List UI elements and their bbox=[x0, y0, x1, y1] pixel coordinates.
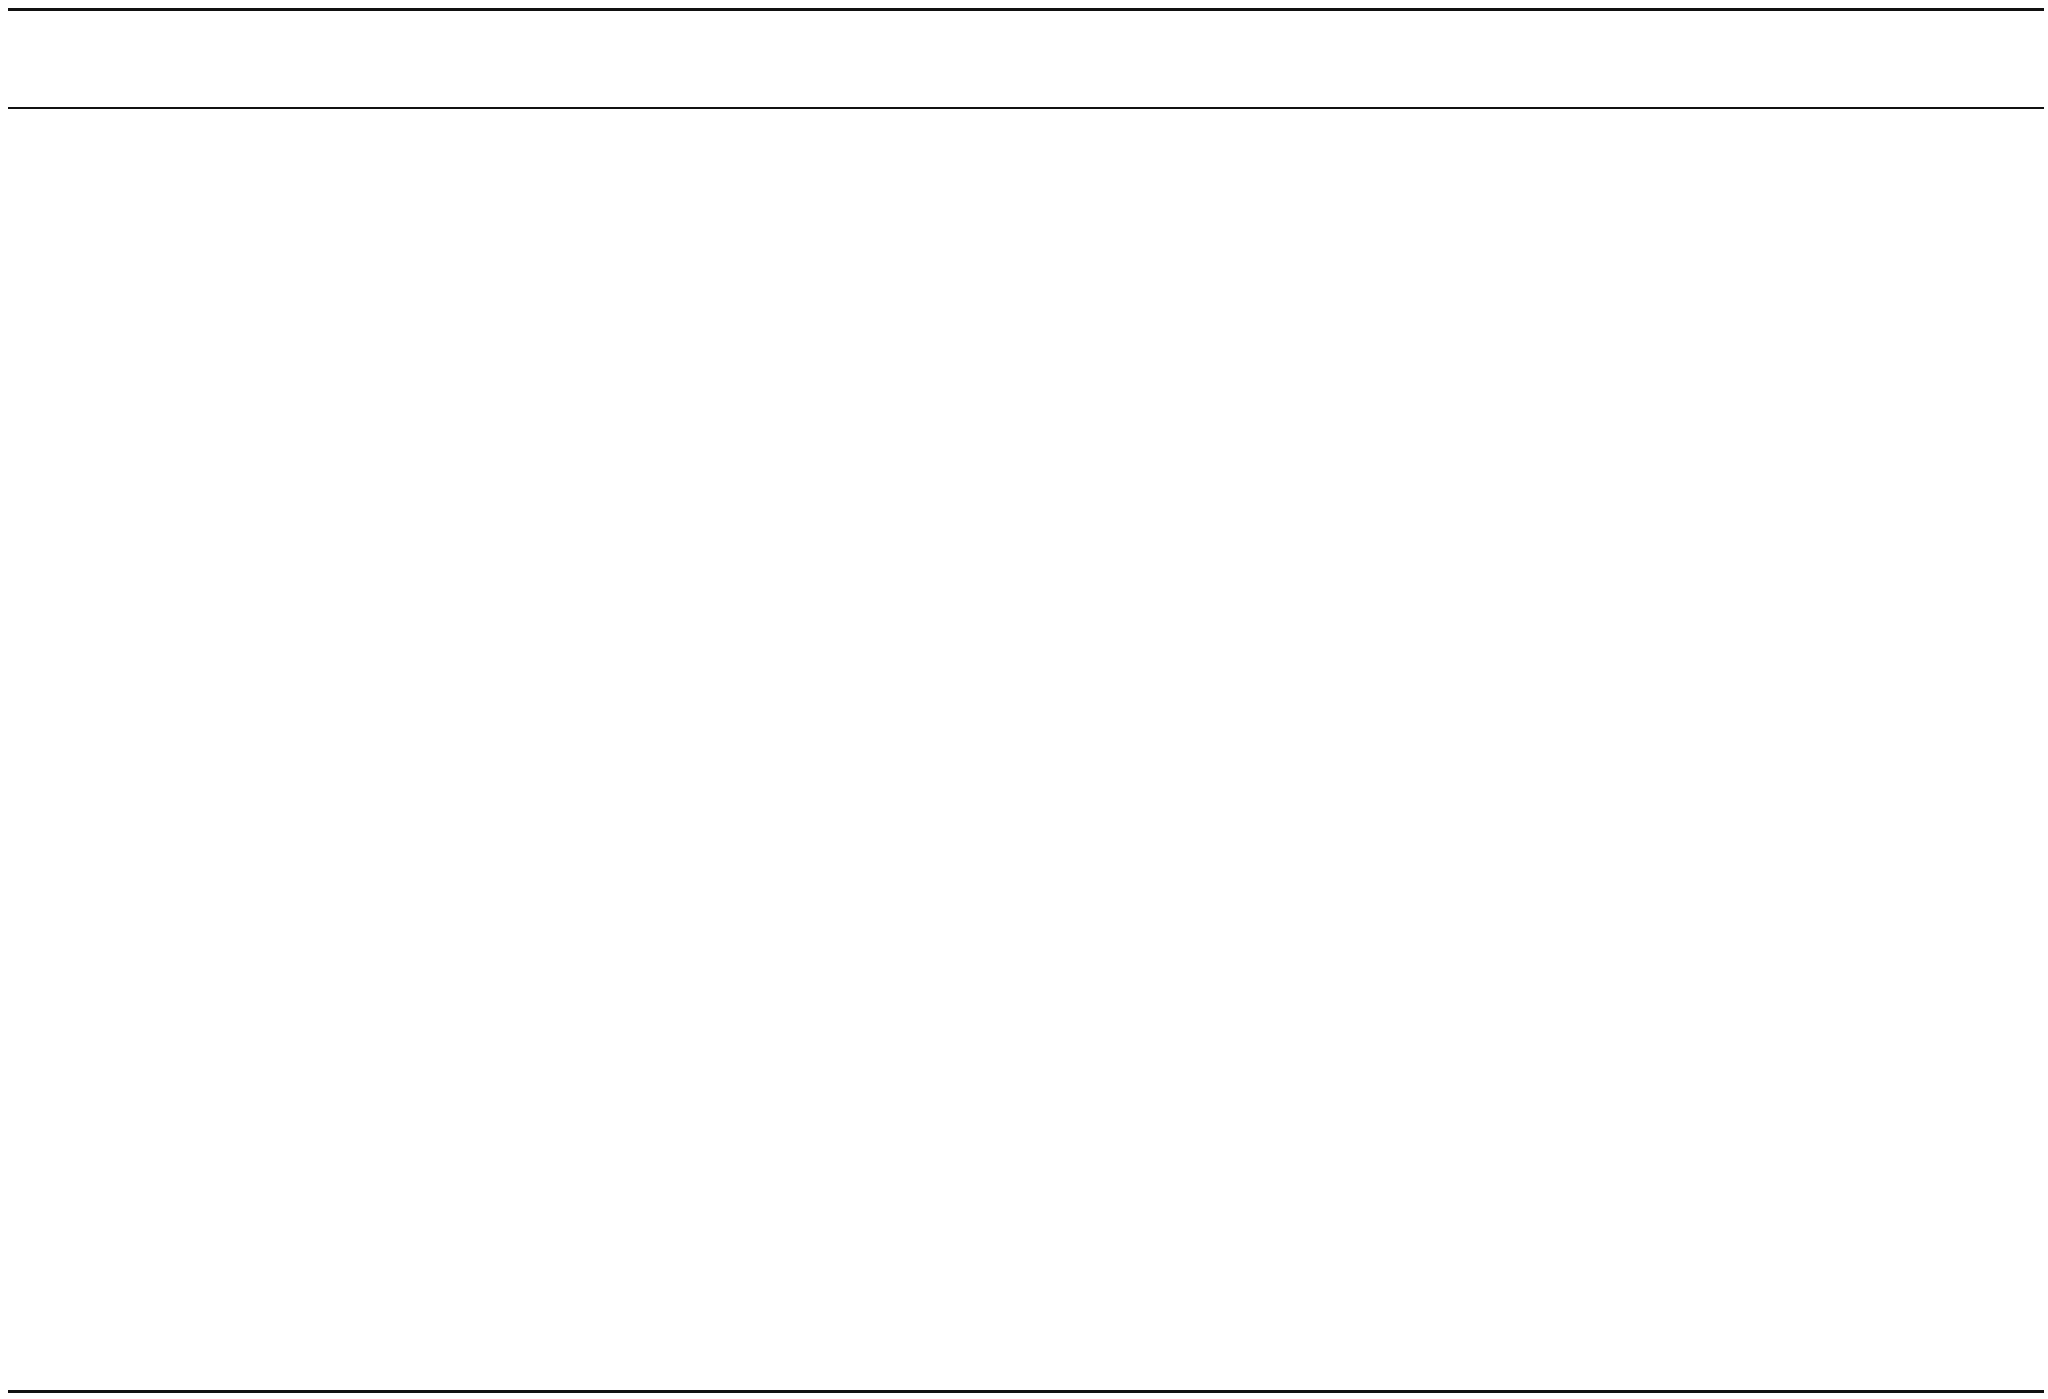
top-rule bbox=[8, 8, 2044, 11]
header-rule bbox=[8, 107, 2044, 109]
bottom-rule bbox=[8, 1390, 2044, 1393]
